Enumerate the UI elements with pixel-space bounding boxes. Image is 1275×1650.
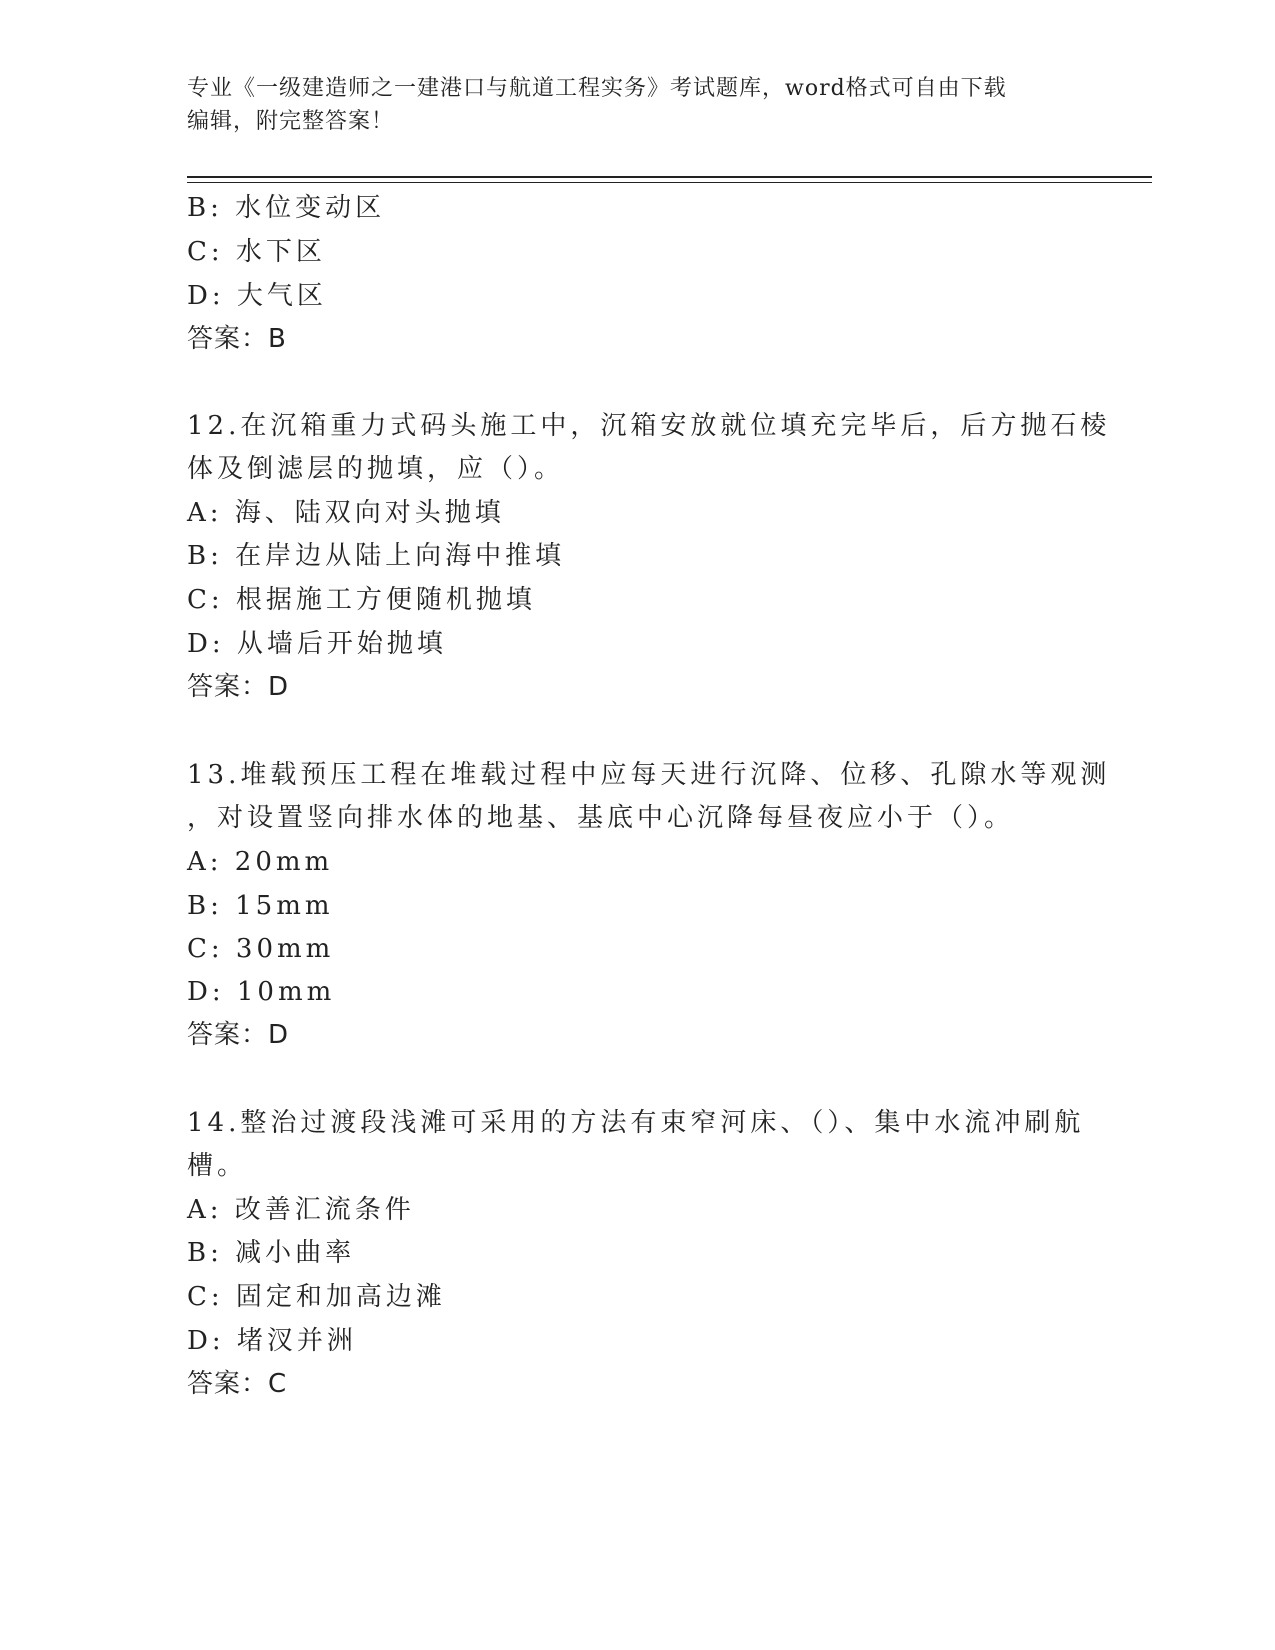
q13-stem-line-1: 13.堆载预压工程在堆载过程中应每天进行沉降、位移、孔隙水等观测 <box>187 760 1111 790</box>
q13-option-d: D: 10mm <box>187 977 336 1007</box>
document-header <box>187 72 1067 138</box>
q12-stem-line-1: 12.在沉箱重力式码头施工中，沉箱安放就位填充完毕后，后方抛石棱 <box>187 411 1111 441</box>
q14-stem-line-1: 14.整治过渡段浅滩可采用的方法有束窄河床、（）、集中水流冲刷航 <box>187 1108 1085 1138</box>
q13-answer: 答案：D <box>187 1020 290 1050</box>
q14-option-c: C: 固定和加高边滩 <box>187 1282 446 1312</box>
q12-answer: 答案：D <box>187 672 290 702</box>
q14-option-a: A: 改善汇流条件 <box>187 1195 415 1225</box>
q12-stem-line-2: 体及倒滤层的抛填，应（）。 <box>187 454 565 484</box>
q13-stem-line-2: ，对设置竖向排水体的地基、基底中心沉降每昼夜应小于（）。 <box>187 803 1015 833</box>
header-line-1: 专业《一级建造师之一建港口与航道工程实务》考试题库，word格式可自由下载 <box>187 76 1007 101</box>
q14-option-b: B: 减小曲率 <box>187 1238 356 1268</box>
header-divider-thin <box>187 182 1152 183</box>
header-line-2: 编辑，附完整答案！ <box>187 109 395 134</box>
q11-option-b: B: 水位变动区 <box>187 193 386 223</box>
q11-option-c: C: 水下区 <box>187 237 326 267</box>
q11-option-d: D: 大气区 <box>187 281 327 311</box>
q13-option-b: B: 15mm <box>187 891 334 921</box>
q12-option-c: C: 根据施工方便随机抛填 <box>187 585 536 615</box>
q12-option-a: A: 海、陆双向对头抛填 <box>187 498 505 528</box>
q12-option-d: D: 从墙后开始抛填 <box>187 629 447 659</box>
q14-option-d: D: 堵汊并洲 <box>187 1326 357 1356</box>
q13-option-a: A: 20mm <box>187 847 334 877</box>
header-divider-thick <box>187 176 1152 178</box>
q14-stem-line-2: 槽。 <box>187 1151 248 1181</box>
q12-option-b: B: 在岸边从陆上向海中推填 <box>187 541 566 571</box>
q13-option-c: C: 30mm <box>187 934 335 964</box>
q14-answer: 答案：C <box>187 1369 288 1399</box>
q11-answer: 答案：B <box>187 324 287 354</box>
